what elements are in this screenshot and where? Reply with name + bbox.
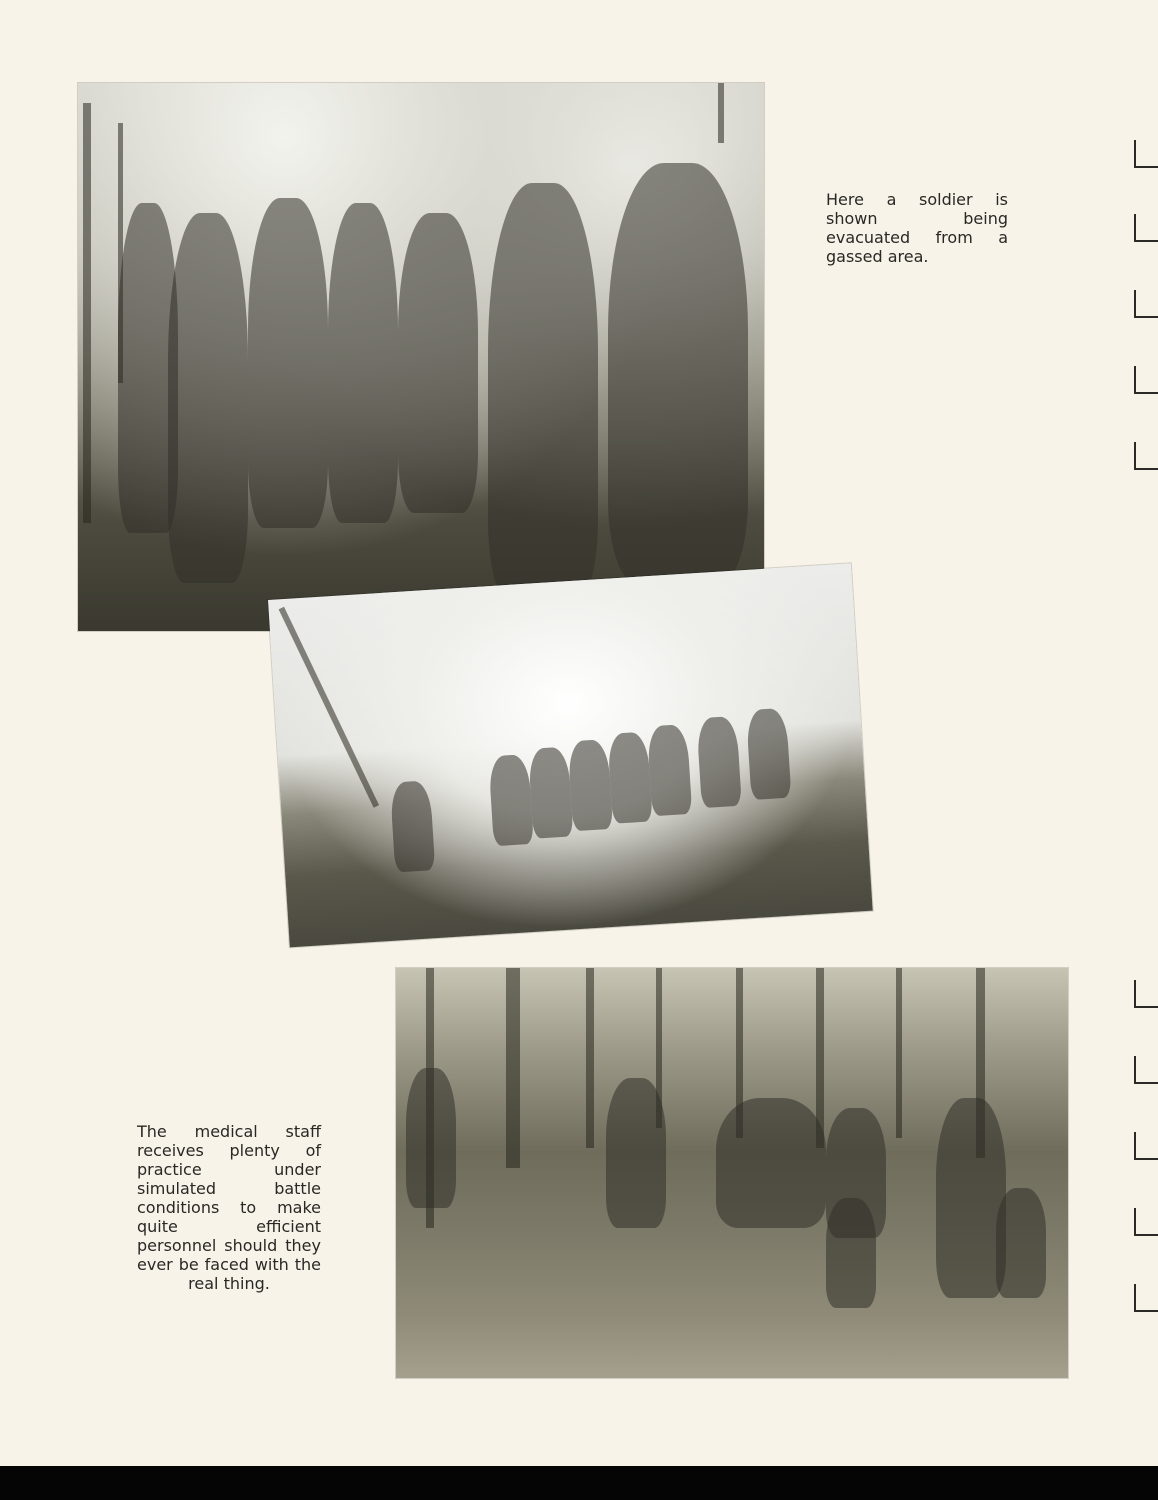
binding-mark	[1134, 1208, 1158, 1236]
binding-mark	[1134, 1284, 1158, 1312]
binding-mark	[1134, 214, 1158, 242]
binding-mark	[1134, 1056, 1158, 1084]
binding-mark	[1134, 140, 1158, 168]
caption-top: Here a soldier is shown being evacuated from a gassed area.	[826, 190, 1008, 266]
photo-stretcher-woods	[396, 968, 1068, 1378]
binding-mark	[1134, 980, 1158, 1008]
caption-bottom: The medical staff receives plenty of practice under simulated battle conditions to make quite efficient personnel should they ever be faced with the real thing.	[137, 1122, 321, 1293]
binding-mark	[1134, 290, 1158, 318]
photo-gas-evacuation	[78, 83, 764, 631]
photo-smoke-field	[268, 563, 873, 947]
scan-bottom-border	[0, 1466, 1158, 1500]
binding-mark	[1134, 366, 1158, 394]
binding-mark	[1134, 442, 1158, 470]
binding-mark	[1134, 1132, 1158, 1160]
